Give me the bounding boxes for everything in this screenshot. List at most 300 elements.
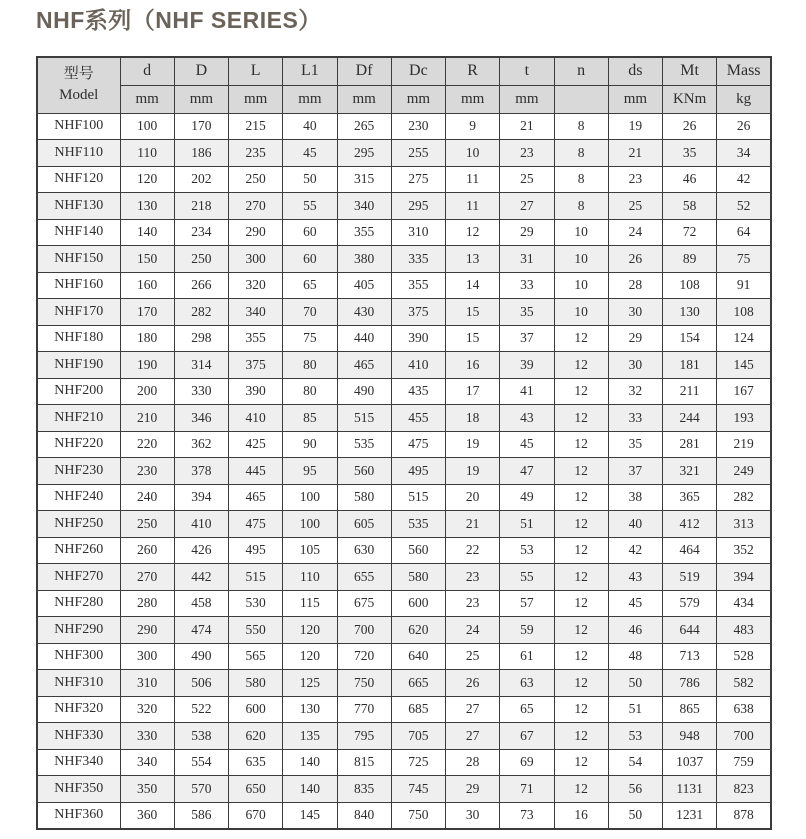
data-cell-d: 280 (120, 590, 174, 617)
data-cell-Df: 795 (337, 723, 391, 750)
data-cell-Mt: 948 (663, 723, 717, 750)
data-cell-L1: 60 (283, 246, 337, 273)
column-header-R: R (446, 57, 500, 85)
data-cell-t: 39 (500, 352, 554, 379)
table-row (37, 617, 771, 644)
model-cell: NHF310 (37, 670, 120, 697)
data-cell-R: 9 (446, 113, 500, 140)
data-cell-L: 475 (229, 511, 283, 538)
data-cell-n: 12 (554, 511, 608, 538)
data-cell-ds: 24 (608, 219, 662, 246)
data-cell-Mass: 52 (717, 193, 771, 220)
data-cell-R: 13 (446, 246, 500, 273)
table-row (37, 484, 771, 511)
data-cell-Mt: 579 (663, 590, 717, 617)
data-cell-t: 33 (500, 272, 554, 299)
data-cell-t: 59 (500, 617, 554, 644)
data-cell-t: 41 (500, 378, 554, 405)
model-header-cn: 型号 (63, 65, 94, 82)
data-cell-Mass: 124 (717, 325, 771, 352)
data-cell-Mt: 108 (663, 272, 717, 299)
data-cell-R: 23 (446, 590, 500, 617)
data-cell-d: 200 (120, 378, 174, 405)
data-cell-Mass: 64 (717, 219, 771, 246)
page-title: NHF系列（NHF SERIES） (36, 7, 322, 33)
data-cell-n: 12 (554, 564, 608, 591)
data-cell-R: 27 (446, 723, 500, 750)
data-cell-ds: 50 (608, 670, 662, 697)
data-cell-Mt: 1231 (663, 802, 717, 829)
data-cell-Mass: 313 (717, 511, 771, 538)
table-row (37, 564, 771, 591)
data-cell-L: 445 (229, 458, 283, 485)
data-cell-L: 635 (229, 749, 283, 776)
data-cell-R: 15 (446, 299, 500, 326)
table-row (37, 378, 771, 405)
data-cell-D: 458 (174, 590, 228, 617)
data-cell-ds: 45 (608, 590, 662, 617)
data-cell-L1: 110 (283, 564, 337, 591)
data-cell-Df: 340 (337, 193, 391, 220)
data-cell-L1: 50 (283, 166, 337, 193)
data-cell-L1: 115 (283, 590, 337, 617)
data-cell-Mass: 167 (717, 378, 771, 405)
data-cell-Dc: 410 (391, 352, 445, 379)
unit-cell-Mt: KNm (663, 85, 717, 113)
data-cell-d: 270 (120, 564, 174, 591)
data-cell-Mt: 72 (663, 219, 717, 246)
data-cell-R: 23 (446, 564, 500, 591)
data-cell-D: 538 (174, 723, 228, 750)
data-cell-ds: 46 (608, 617, 662, 644)
data-cell-t: 25 (500, 166, 554, 193)
data-cell-d: 290 (120, 617, 174, 644)
data-cell-n: 10 (554, 219, 608, 246)
unit-cell-R: mm (446, 85, 500, 113)
data-cell-ds: 56 (608, 776, 662, 803)
unit-cell-L: mm (229, 85, 283, 113)
table-row (37, 272, 771, 299)
data-cell-L: 650 (229, 776, 283, 803)
data-cell-ds: 19 (608, 113, 662, 140)
data-cell-D: 506 (174, 670, 228, 697)
model-cell: NHF290 (37, 617, 120, 644)
data-cell-d: 180 (120, 325, 174, 352)
data-cell-R: 14 (446, 272, 500, 299)
table-row (37, 299, 771, 326)
data-cell-Df: 490 (337, 378, 391, 405)
data-cell-d: 330 (120, 723, 174, 750)
data-cell-ds: 29 (608, 325, 662, 352)
model-cell: NHF110 (37, 140, 120, 167)
data-cell-Dc: 390 (391, 325, 445, 352)
data-cell-ds: 54 (608, 749, 662, 776)
model-cell: NHF280 (37, 590, 120, 617)
unit-cell-ds: mm (608, 85, 662, 113)
data-cell-n: 12 (554, 776, 608, 803)
data-cell-L: 600 (229, 696, 283, 723)
data-cell-n: 12 (554, 325, 608, 352)
data-cell-Df: 440 (337, 325, 391, 352)
table-row (37, 590, 771, 617)
data-cell-D: 522 (174, 696, 228, 723)
table-row (37, 405, 771, 432)
unit-cell-L1: mm (283, 85, 337, 113)
data-cell-d: 260 (120, 537, 174, 564)
data-cell-d: 240 (120, 484, 174, 511)
data-cell-Mt: 786 (663, 670, 717, 697)
data-cell-t: 53 (500, 537, 554, 564)
data-cell-ds: 30 (608, 352, 662, 379)
data-cell-L: 580 (229, 670, 283, 697)
data-cell-D: 474 (174, 617, 228, 644)
data-cell-d: 220 (120, 431, 174, 458)
column-header-n: n (554, 57, 608, 85)
data-cell-t: 29 (500, 219, 554, 246)
data-cell-ds: 42 (608, 537, 662, 564)
data-cell-R: 19 (446, 431, 500, 458)
data-cell-n: 8 (554, 193, 608, 220)
data-cell-L1: 120 (283, 643, 337, 670)
data-cell-Mass: 483 (717, 617, 771, 644)
data-cell-Dc: 560 (391, 537, 445, 564)
data-cell-Dc: 515 (391, 484, 445, 511)
data-cell-L1: 120 (283, 617, 337, 644)
data-cell-Mt: 519 (663, 564, 717, 591)
data-cell-L: 465 (229, 484, 283, 511)
data-cell-Dc: 685 (391, 696, 445, 723)
data-cell-L: 290 (229, 219, 283, 246)
data-cell-R: 19 (446, 458, 500, 485)
data-cell-n: 10 (554, 299, 608, 326)
data-cell-D: 442 (174, 564, 228, 591)
table-row (37, 193, 771, 220)
data-cell-D: 250 (174, 246, 228, 273)
data-cell-ds: 50 (608, 802, 662, 829)
data-cell-d: 300 (120, 643, 174, 670)
data-cell-Dc: 295 (391, 193, 445, 220)
data-cell-Df: 700 (337, 617, 391, 644)
data-cell-n: 12 (554, 590, 608, 617)
data-cell-D: 282 (174, 299, 228, 326)
data-cell-D: 346 (174, 405, 228, 432)
data-cell-D: 298 (174, 325, 228, 352)
data-cell-L: 300 (229, 246, 283, 273)
data-cell-n: 12 (554, 378, 608, 405)
data-cell-Mt: 211 (663, 378, 717, 405)
data-cell-L: 375 (229, 352, 283, 379)
data-cell-d: 230 (120, 458, 174, 485)
data-cell-R: 29 (446, 776, 500, 803)
model-cell: NHF180 (37, 325, 120, 352)
data-cell-Mass: 42 (717, 166, 771, 193)
data-cell-L: 270 (229, 193, 283, 220)
data-cell-Dc: 335 (391, 246, 445, 273)
data-cell-d: 140 (120, 219, 174, 246)
data-cell-Dc: 640 (391, 643, 445, 670)
data-cell-L1: 105 (283, 537, 337, 564)
data-cell-L: 355 (229, 325, 283, 352)
data-cell-n: 12 (554, 696, 608, 723)
data-cell-ds: 26 (608, 246, 662, 273)
data-cell-ds: 43 (608, 564, 662, 591)
data-cell-Mass: 219 (717, 431, 771, 458)
data-cell-L: 550 (229, 617, 283, 644)
data-cell-n: 16 (554, 802, 608, 829)
unit-cell-t: mm (500, 85, 554, 113)
data-cell-L1: 70 (283, 299, 337, 326)
data-cell-Mass: 582 (717, 670, 771, 697)
table-row (37, 219, 771, 246)
data-cell-L1: 80 (283, 352, 337, 379)
data-cell-Df: 750 (337, 670, 391, 697)
data-cell-Df: 630 (337, 537, 391, 564)
model-cell: NHF100 (37, 113, 120, 140)
data-cell-L1: 140 (283, 776, 337, 803)
data-cell-D: 186 (174, 140, 228, 167)
table-row (37, 776, 771, 803)
data-cell-t: 63 (500, 670, 554, 697)
data-cell-D: 378 (174, 458, 228, 485)
model-cell: NHF210 (37, 405, 120, 432)
data-cell-ds: 40 (608, 511, 662, 538)
data-cell-D: 202 (174, 166, 228, 193)
data-cell-L1: 60 (283, 219, 337, 246)
data-cell-d: 340 (120, 749, 174, 776)
data-cell-t: 51 (500, 511, 554, 538)
model-cell: NHF190 (37, 352, 120, 379)
data-cell-Dc: 725 (391, 749, 445, 776)
data-cell-Mt: 130 (663, 299, 717, 326)
data-cell-Mt: 181 (663, 352, 717, 379)
data-cell-Dc: 255 (391, 140, 445, 167)
data-cell-L1: 90 (283, 431, 337, 458)
data-cell-d: 320 (120, 696, 174, 723)
data-cell-L1: 40 (283, 113, 337, 140)
data-cell-L1: 95 (283, 458, 337, 485)
data-cell-Df: 380 (337, 246, 391, 273)
data-cell-n: 12 (554, 749, 608, 776)
model-cell: NHF260 (37, 537, 120, 564)
data-cell-Dc: 275 (391, 166, 445, 193)
data-cell-D: 426 (174, 537, 228, 564)
data-cell-D: 394 (174, 484, 228, 511)
data-cell-n: 12 (554, 617, 608, 644)
model-cell: NHF160 (37, 272, 120, 299)
table-row (37, 749, 771, 776)
data-cell-d: 360 (120, 802, 174, 829)
data-cell-Mass: 75 (717, 246, 771, 273)
data-cell-t: 55 (500, 564, 554, 591)
data-cell-Df: 535 (337, 431, 391, 458)
data-cell-L1: 135 (283, 723, 337, 750)
model-cell: NHF230 (37, 458, 120, 485)
data-cell-ds: 21 (608, 140, 662, 167)
data-cell-ds: 37 (608, 458, 662, 485)
data-cell-L1: 100 (283, 484, 337, 511)
data-cell-d: 150 (120, 246, 174, 273)
data-cell-Df: 675 (337, 590, 391, 617)
data-cell-n: 12 (554, 643, 608, 670)
data-cell-Df: 265 (337, 113, 391, 140)
data-cell-Df: 560 (337, 458, 391, 485)
data-cell-ds: 38 (608, 484, 662, 511)
data-cell-d: 250 (120, 511, 174, 538)
table-head (37, 57, 771, 113)
data-cell-n: 8 (554, 113, 608, 140)
data-cell-Mass: 878 (717, 802, 771, 829)
data-cell-Mt: 412 (663, 511, 717, 538)
data-cell-Df: 430 (337, 299, 391, 326)
table-row (37, 696, 771, 723)
data-cell-ds: 35 (608, 431, 662, 458)
data-cell-R: 16 (446, 352, 500, 379)
data-cell-Mt: 365 (663, 484, 717, 511)
data-cell-D: 314 (174, 352, 228, 379)
data-cell-Dc: 230 (391, 113, 445, 140)
data-cell-d: 190 (120, 352, 174, 379)
data-cell-Dc: 745 (391, 776, 445, 803)
data-cell-Mt: 644 (663, 617, 717, 644)
data-cell-D: 554 (174, 749, 228, 776)
model-cell: NHF340 (37, 749, 120, 776)
data-cell-R: 27 (446, 696, 500, 723)
model-cell: NHF220 (37, 431, 120, 458)
data-cell-L1: 75 (283, 325, 337, 352)
data-cell-R: 18 (446, 405, 500, 432)
data-cell-d: 130 (120, 193, 174, 220)
data-cell-d: 110 (120, 140, 174, 167)
data-cell-Mt: 154 (663, 325, 717, 352)
data-cell-L: 410 (229, 405, 283, 432)
header-row-labels (37, 57, 771, 85)
data-cell-Mass: 26 (717, 113, 771, 140)
table-row (37, 166, 771, 193)
data-cell-R: 12 (446, 219, 500, 246)
model-cell: NHF270 (37, 564, 120, 591)
data-cell-t: 35 (500, 299, 554, 326)
nhf-series-table (36, 56, 772, 830)
data-cell-R: 22 (446, 537, 500, 564)
data-cell-t: 43 (500, 405, 554, 432)
column-header-d: d (120, 57, 174, 85)
data-cell-t: 45 (500, 431, 554, 458)
data-cell-D: 330 (174, 378, 228, 405)
unit-cell-d: mm (120, 85, 174, 113)
table-row (37, 537, 771, 564)
data-cell-Dc: 580 (391, 564, 445, 591)
data-cell-L: 425 (229, 431, 283, 458)
data-cell-Df: 515 (337, 405, 391, 432)
data-cell-n: 12 (554, 405, 608, 432)
data-cell-Mt: 1037 (663, 749, 717, 776)
data-cell-t: 21 (500, 113, 554, 140)
data-cell-L: 670 (229, 802, 283, 829)
data-cell-L: 235 (229, 140, 283, 167)
data-cell-d: 160 (120, 272, 174, 299)
data-cell-Df: 840 (337, 802, 391, 829)
model-cell: NHF150 (37, 246, 120, 273)
data-cell-Df: 815 (337, 749, 391, 776)
data-cell-Mass: 434 (717, 590, 771, 617)
data-cell-d: 100 (120, 113, 174, 140)
data-cell-d: 170 (120, 299, 174, 326)
data-cell-R: 11 (446, 193, 500, 220)
data-cell-Mass: 394 (717, 564, 771, 591)
table-row (37, 352, 771, 379)
data-cell-t: 57 (500, 590, 554, 617)
data-cell-L: 620 (229, 723, 283, 750)
unit-cell-Dc: mm (391, 85, 445, 113)
data-cell-ds: 30 (608, 299, 662, 326)
data-cell-Mt: 1131 (663, 776, 717, 803)
data-cell-L: 515 (229, 564, 283, 591)
data-cell-ds: 48 (608, 643, 662, 670)
data-cell-Dc: 600 (391, 590, 445, 617)
data-cell-Mt: 321 (663, 458, 717, 485)
data-cell-L1: 55 (283, 193, 337, 220)
model-cell: NHF360 (37, 802, 120, 829)
data-cell-Dc: 620 (391, 617, 445, 644)
data-cell-R: 17 (446, 378, 500, 405)
data-cell-L1: 140 (283, 749, 337, 776)
data-cell-n: 12 (554, 484, 608, 511)
model-cell: NHF120 (37, 166, 120, 193)
column-header-Dc: Dc (391, 57, 445, 85)
data-cell-L1: 130 (283, 696, 337, 723)
data-cell-d: 310 (120, 670, 174, 697)
model-cell: NHF140 (37, 219, 120, 246)
data-cell-L1: 45 (283, 140, 337, 167)
data-cell-Mass: 193 (717, 405, 771, 432)
data-cell-t: 73 (500, 802, 554, 829)
data-cell-R: 10 (446, 140, 500, 167)
data-cell-Mass: 282 (717, 484, 771, 511)
data-cell-D: 570 (174, 776, 228, 803)
data-cell-Df: 605 (337, 511, 391, 538)
model-cell: NHF350 (37, 776, 120, 803)
data-cell-n: 12 (554, 670, 608, 697)
data-cell-Mass: 528 (717, 643, 771, 670)
data-cell-L1: 100 (283, 511, 337, 538)
column-header-ds: ds (608, 57, 662, 85)
data-cell-Dc: 750 (391, 802, 445, 829)
data-cell-ds: 32 (608, 378, 662, 405)
data-cell-R: 11 (446, 166, 500, 193)
data-cell-D: 234 (174, 219, 228, 246)
table-row (37, 431, 771, 458)
data-cell-D: 266 (174, 272, 228, 299)
data-cell-Dc: 375 (391, 299, 445, 326)
data-cell-n: 8 (554, 140, 608, 167)
table-body (37, 113, 771, 829)
data-cell-t: 31 (500, 246, 554, 273)
data-cell-Mt: 464 (663, 537, 717, 564)
data-cell-ds: 23 (608, 166, 662, 193)
table-row (37, 246, 771, 273)
data-cell-Mt: 89 (663, 246, 717, 273)
data-cell-Mass: 249 (717, 458, 771, 485)
unit-cell-Df: mm (337, 85, 391, 113)
column-header-D: D (174, 57, 228, 85)
data-cell-t: 37 (500, 325, 554, 352)
column-header-t: t (500, 57, 554, 85)
data-cell-Mt: 281 (663, 431, 717, 458)
data-cell-Mt: 244 (663, 405, 717, 432)
data-cell-L: 250 (229, 166, 283, 193)
data-cell-n: 12 (554, 537, 608, 564)
data-cell-L: 340 (229, 299, 283, 326)
